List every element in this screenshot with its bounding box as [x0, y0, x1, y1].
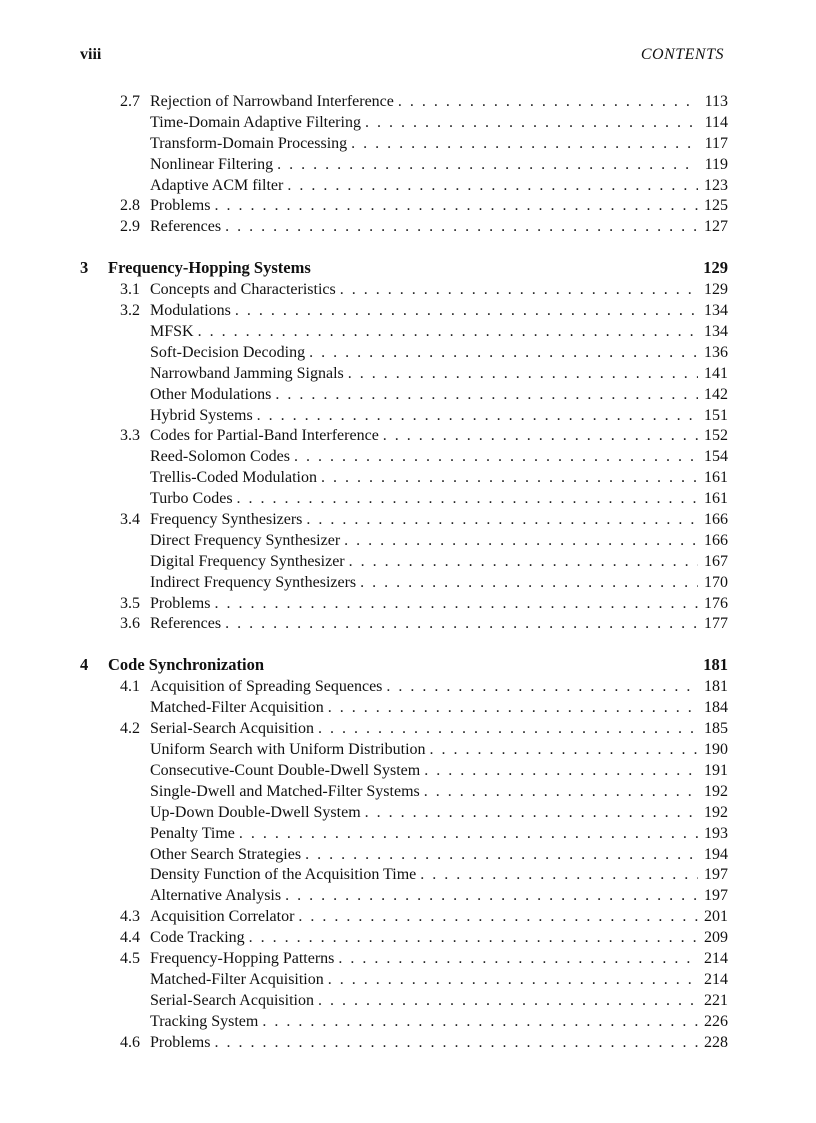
section-page: 166 [704, 511, 728, 529]
toc-subsection[interactable] [80, 385, 728, 406]
dot-leader [340, 280, 698, 301]
dot-leader [424, 761, 698, 782]
dot-leader [198, 322, 698, 343]
section-page: 214 [704, 949, 728, 967]
subsection-title: Single-Dwell and Matched-Filter Systems [150, 782, 420, 800]
section-page: 181 [704, 678, 728, 696]
toc-subsection[interactable] [80, 970, 728, 991]
section-page: 134 [704, 323, 728, 341]
section-page: 185 [704, 720, 728, 738]
section-title: Acquisition of Spreading Sequences [150, 678, 383, 696]
section-number: 4.5 [120, 949, 140, 967]
dot-leader [328, 970, 698, 991]
chapter-title: Code Synchronization [108, 655, 265, 675]
section-page: 177 [704, 615, 728, 633]
section-page: 194 [704, 845, 728, 863]
toc-subsection[interactable] [80, 155, 728, 176]
subsection-title: Serial-Search Acquisition [150, 991, 314, 1009]
subsection-title: Other Modulations [150, 385, 272, 403]
dot-leader [318, 719, 698, 740]
section-page: 167 [704, 552, 728, 570]
section-title: Rejection of Narrowband Interference [150, 93, 394, 110]
section-page: 190 [704, 741, 728, 759]
section-page: 192 [704, 803, 728, 821]
dot-leader [351, 134, 698, 155]
section-title: Concepts and Characteristics [150, 281, 336, 299]
chapter-heading[interactable] [80, 256, 728, 280]
subsection-title: Reed-Solomon Codes [150, 448, 290, 466]
chapter-heading[interactable] [80, 653, 728, 677]
dot-leader [321, 468, 698, 489]
section-page: 125 [704, 197, 728, 215]
toc-subsection[interactable] [80, 573, 728, 594]
dot-leader [348, 364, 698, 385]
chapter-page: 181 [703, 655, 728, 675]
section-page: 113 [704, 93, 728, 110]
dot-leader [214, 1033, 698, 1054]
dot-leader [365, 803, 698, 824]
dot-leader [420, 865, 698, 886]
page-number: viii [80, 46, 102, 63]
section-title: Codes for Partial-Band Interference [150, 427, 379, 445]
dot-leader [305, 845, 698, 866]
subsection-title: Density Function of the Acquisition Time [150, 866, 417, 884]
subsection-title: Uniform Search with Uniform Distribution [150, 741, 426, 759]
section-page: 154 [704, 448, 728, 466]
subsection-title: MFSK [150, 323, 194, 341]
section-page: 152 [704, 427, 728, 445]
section-page: 166 [704, 531, 728, 549]
toc-subsection[interactable] [80, 531, 728, 552]
dot-leader [235, 301, 698, 322]
toc-subsection[interactable] [80, 552, 728, 573]
section-number: 4.6 [120, 1033, 140, 1051]
section-page: 142 [704, 385, 728, 403]
dot-leader [328, 698, 698, 719]
dot-leader [285, 886, 698, 907]
toc-subsection[interactable] [80, 489, 728, 510]
toc-section[interactable] [80, 196, 728, 217]
toc-subsection[interactable] [80, 803, 728, 824]
dot-leader [309, 343, 698, 364]
toc-subsection[interactable] [80, 113, 728, 134]
section-page: 117 [704, 134, 728, 152]
subsection-title: Adaptive ACM filter [150, 176, 284, 194]
toc-subsection[interactable] [80, 698, 728, 719]
toc-subsection[interactable] [80, 991, 728, 1012]
section-number: 4.2 [120, 720, 140, 738]
toc-section[interactable] [80, 677, 728, 698]
section-title: Serial-Search Acquisition [150, 720, 314, 738]
table-of-contents [80, 92, 728, 1053]
subsection-title: Tracking System [150, 1012, 259, 1030]
subsection-title: Indirect Frequency Synthesizers [150, 573, 357, 591]
dot-leader [277, 155, 698, 176]
chapter-block [80, 653, 728, 1053]
dot-leader [275, 385, 698, 406]
subsection-title: Consecutive-Count Double-Dwell System [150, 761, 421, 779]
section-page: 226 [704, 1012, 728, 1030]
section-page: 114 [704, 113, 728, 131]
toc-section[interactable] [80, 426, 728, 447]
dot-leader [239, 824, 698, 845]
chapter-block [80, 92, 728, 238]
dot-leader [306, 510, 698, 531]
running-head: CONTENTS [640, 46, 724, 63]
section-page: 127 [704, 218, 728, 236]
subsection-title: Penalty Time [150, 824, 235, 842]
section-title: References [150, 615, 222, 633]
chapter-title: Frequency-Hopping Systems [108, 258, 311, 278]
subsection-title: Matched-Filter Acquisition [150, 699, 324, 717]
dot-leader [424, 782, 698, 803]
dot-leader [298, 907, 698, 928]
toc-section[interactable] [80, 614, 728, 635]
toc-subsection[interactable] [80, 364, 728, 385]
subsection-title: Turbo Codes [150, 490, 233, 508]
subsection-title: Time-Domain Adaptive Filtering [150, 113, 361, 131]
toc-section[interactable] [80, 92, 728, 113]
toc-subsection[interactable] [80, 1012, 728, 1033]
dot-leader [365, 113, 698, 134]
toc-section[interactable] [80, 719, 728, 740]
dot-leader [214, 594, 698, 615]
subsection-title: Soft-Decision Decoding [150, 343, 306, 361]
toc-subsection[interactable] [80, 740, 728, 761]
section-number: 4.1 [120, 678, 140, 696]
section-number: 3.1 [120, 281, 140, 299]
dot-leader [349, 552, 698, 573]
section-page: 119 [704, 155, 728, 173]
section-page: 197 [704, 887, 728, 905]
chapter-number: 4 [80, 655, 89, 675]
section-title: Code Tracking [150, 929, 245, 947]
dot-leader [294, 447, 698, 468]
dot-leader [398, 92, 698, 113]
subsection-title: Matched-Filter Acquisition [150, 970, 324, 988]
section-page: 170 [704, 573, 728, 591]
subsection-title: Up-Down Double-Dwell System [150, 803, 361, 821]
toc-section[interactable] [80, 949, 728, 970]
dot-leader [287, 176, 698, 197]
dot-leader [249, 928, 698, 949]
toc-section[interactable] [80, 280, 728, 301]
section-title: Problems [150, 197, 211, 215]
section-number: 2.9 [120, 218, 140, 236]
toc-subsection[interactable] [80, 782, 728, 803]
subsection-title: Hybrid Systems [150, 406, 253, 424]
section-number: 3.3 [120, 427, 140, 445]
section-title: Problems [150, 1033, 211, 1051]
subsection-title: Digital Frequency Synthesizer [150, 552, 345, 570]
section-number: 2.7 [120, 93, 140, 110]
toc-subsection[interactable] [80, 468, 728, 489]
toc-subsection[interactable] [80, 406, 728, 427]
section-title: Problems [150, 594, 211, 612]
toc-section[interactable] [80, 907, 728, 928]
section-page: 193 [704, 824, 728, 842]
toc-subsection[interactable] [80, 447, 728, 468]
toc-subsection[interactable] [80, 343, 728, 364]
section-title: References [150, 218, 222, 236]
section-page: 129 [704, 281, 728, 299]
toc-subsection[interactable] [80, 824, 728, 845]
dot-leader [386, 677, 698, 698]
subsection-title: Nonlinear Filtering [150, 155, 274, 173]
section-page: 141 [704, 364, 728, 382]
section-page: 123 [704, 176, 728, 194]
section-number: 3.5 [120, 594, 140, 612]
section-title: Frequency-Hopping Patterns [150, 949, 335, 967]
dot-leader [237, 489, 698, 510]
section-title: Frequency Synthesizers [150, 511, 303, 529]
section-number: 3.4 [120, 511, 140, 529]
toc-subsection[interactable] [80, 176, 728, 197]
subsection-title: Alternative Analysis [150, 887, 282, 905]
dot-leader [262, 1012, 698, 1033]
section-page: 192 [704, 782, 728, 800]
dot-leader [344, 531, 698, 552]
section-number: 2.8 [120, 197, 140, 215]
toc-subsection[interactable] [80, 845, 728, 866]
section-page: 136 [704, 343, 728, 361]
chapter-number: 3 [80, 258, 89, 278]
section-page: 201 [704, 908, 728, 926]
dot-leader [383, 426, 698, 447]
subsection-title: Narrowband Jamming Signals [150, 364, 344, 382]
subsection-title: Transform-Domain Processing [150, 134, 348, 152]
section-page: 161 [704, 490, 728, 508]
section-number: 3.6 [120, 615, 140, 633]
toc-subsection[interactable] [80, 865, 728, 886]
toc-subsection[interactable] [80, 322, 728, 343]
chapter-block [80, 256, 728, 635]
section-page: 221 [704, 991, 728, 1009]
toc-section[interactable] [80, 1033, 728, 1054]
dot-leader [430, 740, 698, 761]
toc-subsection[interactable] [80, 134, 728, 155]
toc-section[interactable] [80, 928, 728, 949]
toc-section[interactable] [80, 217, 728, 238]
toc-section[interactable] [80, 510, 728, 531]
section-page: 214 [704, 970, 728, 988]
section-page: 151 [704, 406, 728, 424]
toc-section[interactable] [80, 594, 728, 615]
dot-leader [225, 217, 698, 238]
section-page: 209 [704, 929, 728, 947]
dot-leader [338, 949, 698, 970]
section-number: 4.3 [120, 908, 140, 926]
section-title: Acquisition Correlator [150, 908, 295, 926]
toc-subsection[interactable] [80, 886, 728, 907]
section-page: 184 [704, 699, 728, 717]
subsection-title: Direct Frequency Synthesizer [150, 531, 341, 549]
dot-leader [360, 573, 698, 594]
toc-section[interactable] [80, 301, 728, 322]
chapter-page: 129 [703, 258, 728, 278]
subsection-title: Other Search Strategies [150, 845, 302, 863]
dot-leader [214, 196, 698, 217]
section-page: 176 [704, 594, 728, 612]
subsection-title: Trellis-Coded Modulation [150, 469, 317, 487]
section-page: 228 [704, 1033, 728, 1051]
section-page: 191 [704, 761, 728, 779]
section-number: 4.4 [120, 929, 140, 947]
section-page: 134 [704, 302, 728, 320]
dot-leader [257, 406, 698, 427]
dot-leader [318, 991, 698, 1012]
toc-subsection[interactable] [80, 761, 728, 782]
section-number: 3.2 [120, 302, 140, 320]
section-page: 197 [704, 866, 728, 884]
section-title: Modulations [150, 302, 231, 320]
section-page: 161 [704, 469, 728, 487]
dot-leader [225, 614, 698, 635]
